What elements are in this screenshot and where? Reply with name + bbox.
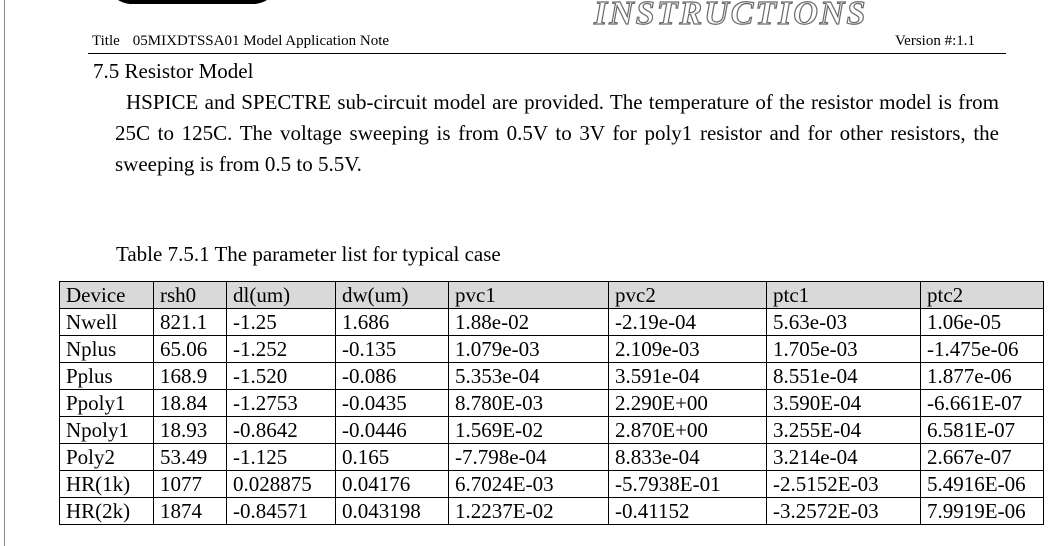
table-row bbox=[60, 417, 1044, 444]
table-cell: 7.9919E-06 bbox=[921, 498, 1044, 525]
table-cell: 0.028875 bbox=[227, 471, 336, 498]
table-cell: 1.686 bbox=[336, 309, 449, 336]
column-header: Device bbox=[60, 282, 154, 309]
table-cell: 2.290E+00 bbox=[609, 390, 767, 417]
column-header: pvc2 bbox=[609, 282, 767, 309]
table-cell: 1.88e-02 bbox=[449, 309, 609, 336]
table-cell: 3.214e-04 bbox=[767, 444, 921, 471]
table-cell: 1.569E-02 bbox=[449, 417, 609, 444]
table-cell: 18.84 bbox=[154, 390, 227, 417]
table-cell: 5.63e-03 bbox=[767, 309, 921, 336]
table-row bbox=[60, 336, 1044, 363]
device-cell: Npoly1 bbox=[60, 417, 154, 444]
table-cell: 0.04176 bbox=[336, 471, 449, 498]
table-cell: 5.353e-04 bbox=[449, 363, 609, 390]
table-row bbox=[60, 390, 1044, 417]
table-cell: -1.252 bbox=[227, 336, 336, 363]
parameter-table bbox=[59, 281, 1044, 525]
table-row bbox=[60, 363, 1044, 390]
document-title bbox=[92, 33, 389, 50]
brand-heading: INSTRUCTIONS bbox=[594, 0, 868, 32]
table-cell: 0.043198 bbox=[336, 498, 449, 525]
column-header: rsh0 bbox=[154, 282, 227, 309]
table-cell: 168.9 bbox=[154, 363, 227, 390]
table-cell: -1.125 bbox=[227, 444, 336, 471]
table-cell: 8.551e-04 bbox=[767, 363, 921, 390]
table-cell: 2.870E+00 bbox=[609, 417, 767, 444]
company-logo bbox=[110, 0, 275, 16]
table-cell: 53.49 bbox=[154, 444, 227, 471]
table-cell: 5.4916E-06 bbox=[921, 471, 1044, 498]
table-cell: 3.591e-04 bbox=[609, 363, 767, 390]
section-title: 7.5 Resistor Model bbox=[93, 59, 254, 83]
column-header: ptc2 bbox=[921, 282, 1044, 309]
table-cell: -0.0435 bbox=[336, 390, 449, 417]
column-header: dl(um) bbox=[227, 282, 336, 309]
table-cell: -0.8642 bbox=[227, 417, 336, 444]
table-cell: 1.705e-03 bbox=[767, 336, 921, 363]
table-cell: 3.255E-04 bbox=[767, 417, 921, 444]
column-header: ptc1 bbox=[767, 282, 921, 309]
title-label: Title bbox=[92, 33, 120, 49]
table-cell: -2.5152E-03 bbox=[767, 471, 921, 498]
table-cell: 1.2237E-02 bbox=[449, 498, 609, 525]
table-cell: -2.19e-04 bbox=[609, 309, 767, 336]
table-cell: 8.833e-04 bbox=[609, 444, 767, 471]
title-value: 05MIXDTSSA01 Model Application Note bbox=[132, 33, 390, 49]
device-cell: HR(2k) bbox=[60, 498, 154, 525]
table-cell: 6.581E-07 bbox=[921, 417, 1044, 444]
table-cell: -1.25 bbox=[227, 309, 336, 336]
table-cell: -1.520 bbox=[227, 363, 336, 390]
table-cell: 1.06e-05 bbox=[921, 309, 1044, 336]
column-header: pvc1 bbox=[449, 282, 609, 309]
table-cell: 8.780E-03 bbox=[449, 390, 609, 417]
table-cell: -0.135 bbox=[336, 336, 449, 363]
table-caption: Table 7.5.1 The parameter list for typical case bbox=[116, 242, 501, 266]
device-cell: Pplus bbox=[60, 363, 154, 390]
table-cell: 1077 bbox=[154, 471, 227, 498]
table-cell: 6.7024E-03 bbox=[449, 471, 609, 498]
section-paragraph: HSPICE and SPECTRE sub-circuit model are provided. The temperature of the resistor model is from 25C to 125C. The voltage sweeping is from 0.5V to 3V for poly1 resistor and for other resistors, the sweeping is from 0.5 to 5.5V. bbox=[115, 90, 999, 176]
table-cell: 3.590E-04 bbox=[767, 390, 921, 417]
table-cell: -5.7938E-01 bbox=[609, 471, 767, 498]
version-number: Version #:1.1 bbox=[895, 33, 975, 49]
table-cell: 65.06 bbox=[154, 336, 227, 363]
table-cell: -1.475e-06 bbox=[921, 336, 1044, 363]
table-header-row bbox=[60, 282, 1044, 309]
table-cell: 2.667e-07 bbox=[921, 444, 1044, 471]
column-header: dw(um) bbox=[336, 282, 449, 309]
table-cell: 18.93 bbox=[154, 417, 227, 444]
page-left-border bbox=[4, 0, 5, 546]
table-cell: -0.0446 bbox=[336, 417, 449, 444]
table-row bbox=[60, 471, 1044, 498]
table-cell: 1874 bbox=[154, 498, 227, 525]
table-cell: -1.2753 bbox=[227, 390, 336, 417]
table-cell: -7.798e-04 bbox=[449, 444, 609, 471]
table-cell: 0.165 bbox=[336, 444, 449, 471]
device-cell: Nwell bbox=[60, 309, 154, 336]
table-cell: -0.086 bbox=[336, 363, 449, 390]
table-cell: -3.2572E-03 bbox=[767, 498, 921, 525]
table-cell: 1.877e-06 bbox=[921, 363, 1044, 390]
device-cell: Poly2 bbox=[60, 444, 154, 471]
header-divider bbox=[88, 53, 1006, 54]
table-cell: -0.41152 bbox=[609, 498, 767, 525]
table-cell: -0.84571 bbox=[227, 498, 336, 525]
table-cell: 2.109e-03 bbox=[609, 336, 767, 363]
table-cell: -6.661E-07 bbox=[921, 390, 1044, 417]
device-cell: Nplus bbox=[60, 336, 154, 363]
table-cell: 821.1 bbox=[154, 309, 227, 336]
device-cell: HR(1k) bbox=[60, 471, 154, 498]
table-cell: 1.079e-03 bbox=[449, 336, 609, 363]
device-cell: Ppoly1 bbox=[60, 390, 154, 417]
table-row bbox=[60, 309, 1044, 336]
table-row bbox=[60, 444, 1044, 471]
table-row bbox=[60, 498, 1044, 525]
